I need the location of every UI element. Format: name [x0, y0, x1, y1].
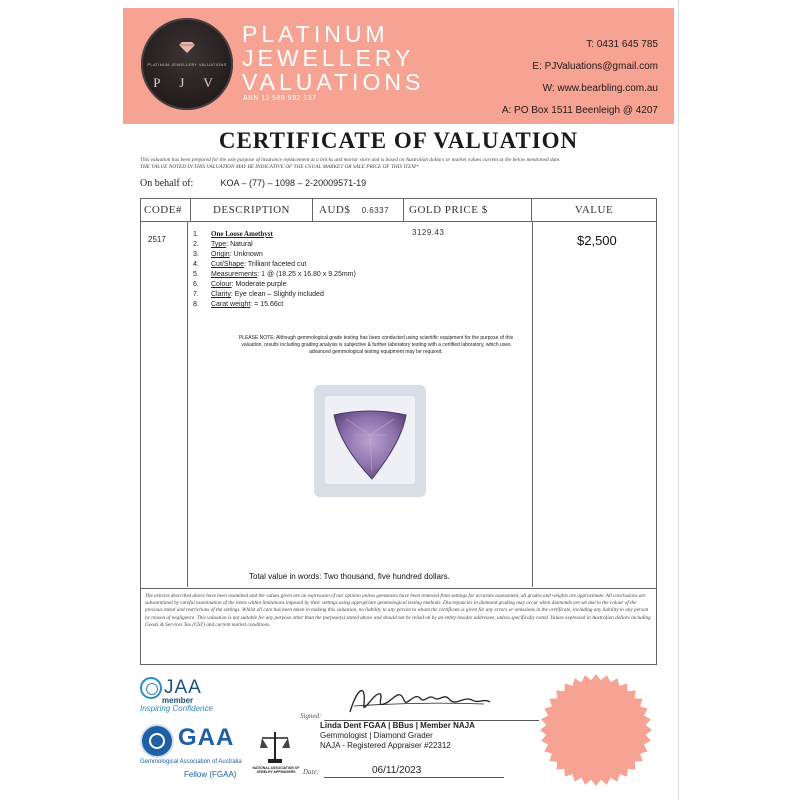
list-item — [193, 229, 356, 240]
date-value: 06/11/2023 — [372, 765, 422, 776]
email-text: E: PJValuations@gmail.com — [532, 61, 658, 72]
signed-label: Signed: — [300, 712, 322, 720]
item-value: : Unknown — [229, 251, 263, 258]
legal-text: The articles described above have been examined and the values given are an expression of our opinion unless gemstones have been removed from settings for accurate assessment, all grades and weights are approximate. All conclusions are substantiated by careful examination of the items within limitations imposed by their settings using appropriate gemmological testing methods. Discrepancies in diamond grading may occur when diamonds are set due to the colour of the precious metal and restrictions of the settings. Whilst all care has been taken in making this valuation, no liability to any person to whom the certificate is given for any errors or omissions in the certificate, including any liability to any person by reason of negligence. This valuation is not suitable for any purpose other than the purpose(s) stated above and should not be relied on by an entity besides addressee, unless specifically noted. Values expressed in Australian dollars including Goods & Services Tax (GST) and current market conditions. — [145, 593, 651, 628]
naja-text: NATIONAL ASSOCIATION OF JEWELRY APPRAISERS — [252, 766, 300, 774]
brand-line: VALUATIONS — [242, 69, 425, 95]
date-label: Date: — [303, 768, 319, 776]
on-behalf-label: On behalf of: — [140, 178, 194, 189]
item-value: : Trilliant faceted cut — [244, 261, 307, 268]
item-value: : = 15.66ct — [250, 301, 284, 308]
valuation-table — [140, 198, 657, 665]
list-item — [193, 250, 356, 260]
disclaimer — [140, 157, 660, 171]
item-key: Clarity — [211, 291, 231, 298]
item-value: : Natural — [226, 241, 253, 248]
list-item — [193, 290, 356, 300]
brand-name — [242, 22, 424, 94]
signer-title: Gemmologist | Diamond Grader — [320, 731, 433, 740]
gaa-subtitle: Gemmological Association of Australia — [140, 759, 242, 765]
certificate-title: CERTIFICATE OF VALUATION — [218, 128, 579, 153]
disclaimer-line: This valuation has been prepared for the sole purpose of insurance replacement at a bricks and mortar store and is based on Australian dollars or market values current at the below mentioned date. — [140, 157, 561, 163]
logo — [141, 18, 233, 110]
on-behalf-value: KOA – (77) – 1098 – 2-20009571-19 — [220, 178, 367, 188]
total-in-words: Total value in words: Two thousand, five hundred dollars. — [249, 572, 450, 581]
signature-icon — [344, 682, 494, 718]
logo-monogram: P J V — [153, 75, 221, 90]
website-text: W: www.bearbling.com.au — [542, 83, 658, 94]
item-key: Cut/Shape — [211, 261, 245, 268]
item-key: Colour — [211, 281, 232, 288]
jaa-circle-icon — [140, 677, 162, 699]
signer-registration: NAJA - Registered Appraiser #22312 — [320, 741, 451, 750]
header-value: VALUE — [574, 204, 614, 216]
item-key: Measurements — [211, 271, 258, 278]
logo-ring-text: PLATINUM JEWELLERY VALUATIONS — [147, 62, 227, 67]
item-number: 6. — [193, 281, 199, 288]
gaa-text: GAA — [178, 724, 235, 751]
brand-line: JEWELLERY — [242, 45, 415, 71]
abn-number: ABN 11 588 592 137 — [243, 95, 317, 102]
item-number: 7. — [193, 291, 199, 298]
gold-value: 3129.43 — [412, 228, 445, 237]
legal-disclaimer — [141, 588, 656, 665]
item-title: One Loose Amethyst — [211, 230, 273, 238]
item-key: Carat weight — [211, 301, 251, 308]
jaa-text: JAA — [164, 677, 202, 698]
header-code: CODE# — [141, 199, 191, 221]
note-line: PLEASE NOTE: Although gemmological grade testing has been conducted using scientific equipment for the purpose of this — [238, 335, 514, 341]
date-line — [324, 777, 504, 778]
item-value: : 1 @ (18.25 x 16.80 x 9.25mm) — [257, 271, 356, 278]
seal-icon — [536, 668, 656, 792]
item-number: 5. — [193, 271, 199, 278]
header-description: DESCRIPTION — [191, 199, 313, 221]
item-value: : Eye clean – Slightly included — [230, 291, 324, 298]
list-item — [193, 260, 356, 270]
contact-block — [502, 34, 658, 122]
item-code: 2517 — [148, 235, 166, 244]
testing-note — [216, 335, 536, 356]
signer-name-text: Linda Dent FGAA | BBus | Member NAJA — [320, 721, 475, 730]
aud-value: 0.6337 — [361, 206, 390, 215]
item-number: 3. — [193, 251, 199, 258]
jaa-member: member — [162, 696, 194, 705]
item-key: Type — [211, 241, 227, 248]
gold-label: GOLD PRICE $ — [409, 204, 488, 216]
note-line: valuation, results including grading analysis is subjective & further laboratory testing with a certified laboratory, which uses — [241, 342, 511, 348]
item-number: 1. — [193, 231, 199, 238]
aud-label: AUD$ — [319, 204, 351, 216]
header-aud — [313, 199, 404, 221]
valuation-price: $2,500 — [577, 233, 617, 248]
item-number: 8. — [193, 301, 199, 308]
address-text: A: PO Box 1511 Beenleigh @ 4207 — [501, 105, 658, 116]
on-behalf-row — [140, 178, 366, 189]
scales-icon — [260, 730, 290, 764]
signer-details — [320, 721, 475, 751]
item-key: Origin — [211, 251, 230, 258]
gaa-globe-icon — [140, 724, 174, 758]
list-item — [193, 300, 356, 310]
signer-name — [320, 721, 475, 731]
item-value: : Moderate purple — [231, 281, 287, 288]
diamond-icon — [179, 42, 195, 53]
list-item — [193, 240, 356, 250]
note-line: advanced gemmological testing equipment may be required. — [309, 349, 443, 355]
gemstone-photo — [314, 385, 426, 497]
list-item — [193, 270, 356, 280]
item-number: 4. — [193, 261, 199, 268]
amethyst-icon — [326, 405, 414, 483]
header-gold-price — [404, 199, 532, 237]
jaa-tagline: Inspiring Confidence — [140, 704, 213, 713]
item-list — [193, 229, 356, 310]
phone-text: T: 0431 645 785 — [586, 39, 658, 50]
divider — [141, 221, 656, 222]
item-number: 2. — [193, 241, 199, 248]
divider — [187, 221, 188, 587]
list-item — [193, 280, 356, 290]
seal-shape — [540, 674, 652, 786]
divider — [532, 221, 533, 587]
brand-line: PLATINUM — [242, 21, 389, 47]
gaa-fellow: Fellow (FGAA) — [184, 770, 237, 779]
disclaimer-line: THE VALUE NOTED IN THIS VALUATION MAY BE INDICATIVE OF THE USUAL MARKET OR SALE PRICE OF THIS ITEM* — [140, 164, 419, 170]
